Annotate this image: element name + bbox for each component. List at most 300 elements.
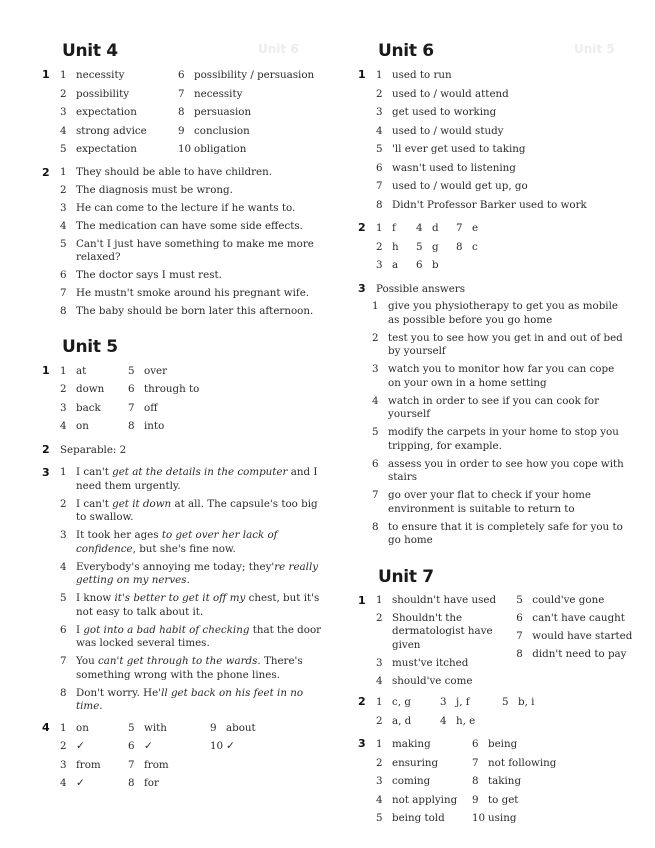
item-text: possibility [76, 87, 130, 100]
phrasal-verb-phrase: 're really getting on my nerves [76, 560, 319, 586]
item-text: c, g [392, 696, 411, 708]
answer-item [60, 756, 128, 775]
item-number: 7 [376, 180, 383, 192]
item-text: over [144, 364, 168, 377]
item-number: 8 [376, 198, 383, 211]
answer-item [60, 466, 322, 493]
item-number: 4 [60, 560, 67, 573]
item-number: 9 [210, 721, 217, 734]
item-number: 10 [472, 812, 486, 824]
item-number: 6 [472, 738, 479, 750]
item-number: 2 [376, 240, 383, 253]
exercise-number: 1 [42, 68, 50, 81]
exercise-2 [42, 164, 338, 319]
item-text: ✓ [144, 740, 153, 752]
item-number: 5 [376, 143, 383, 155]
item-number: 2 [60, 497, 67, 510]
right-column [358, 40, 636, 833]
answer-item [376, 712, 440, 731]
item-number: 5 [516, 593, 523, 606]
item-text: conclusion [194, 124, 250, 137]
item-text [76, 624, 322, 651]
answer-item [60, 362, 128, 381]
unit-4 [42, 40, 338, 319]
answer-item [516, 594, 636, 608]
item-number: 7 [128, 758, 135, 771]
answer-item [60, 287, 322, 301]
item-number: 5 [372, 426, 379, 438]
answer-item [376, 809, 472, 828]
phrasal-verb-phrase: it's better to get it off my [114, 592, 246, 604]
item-number: 8 [128, 420, 135, 432]
item-text-part: at all. The capsule's too big to swallow. [76, 497, 318, 523]
item-text-part: . [99, 700, 103, 712]
answer-item [472, 735, 592, 754]
answer-list [60, 464, 322, 714]
item-number: 6 [128, 740, 135, 752]
item-number: 7 [60, 287, 67, 299]
item-number: 10 [178, 143, 192, 155]
item-text: from [76, 758, 101, 771]
item-number: 2 [376, 87, 383, 100]
answer-list [516, 592, 636, 689]
answer-item [516, 612, 636, 626]
exercise-3 [358, 735, 636, 828]
item-text-part: , but she's fine now. [132, 542, 236, 555]
answer-item [60, 380, 128, 399]
item-number: 5 [416, 240, 423, 253]
answer-item [60, 269, 322, 283]
item-number: 2 [60, 740, 67, 752]
item-text: The diagnosis must be wrong. [76, 183, 233, 196]
answer-item [372, 300, 630, 327]
item-text: about [226, 721, 256, 734]
item-text: not applying [392, 793, 458, 806]
answer-item [372, 363, 630, 390]
item-text-part: It took her ages [76, 529, 162, 541]
answer-item [60, 417, 128, 436]
answer-item [128, 719, 210, 738]
answer-item [60, 399, 128, 418]
item-number: 6 [128, 383, 135, 395]
item-text: used to run [392, 69, 452, 81]
item-text-part: I know [76, 592, 115, 604]
item-text: a [392, 259, 399, 271]
item-number: 8 [60, 686, 67, 699]
exercise-number: 3 [358, 737, 366, 750]
item-text-part: and I need them urgently. [76, 466, 318, 492]
item-number: 3 [60, 201, 67, 214]
item-text: Shouldn't the dermatologist have given [392, 611, 493, 651]
item-text: ✓ [226, 740, 235, 752]
item-text: used to / would study [392, 124, 504, 137]
item-text: h, e [456, 714, 476, 727]
answer-list [376, 66, 636, 214]
item-text: persuasion [194, 106, 252, 118]
item-number: 6 [416, 259, 423, 271]
answer-item [60, 498, 322, 525]
exercise-number: 2 [358, 221, 366, 234]
item-text: can't have caught [532, 611, 625, 624]
unit-6 [358, 40, 636, 548]
item-number: 4 [376, 124, 383, 137]
answer-item [178, 103, 328, 122]
answer-item [178, 85, 328, 104]
item-text: 'll ever get used to taking [392, 143, 526, 155]
item-text: e [472, 222, 479, 234]
item-number [210, 756, 226, 775]
answer-item [472, 754, 592, 773]
item-number: 7 [472, 756, 479, 769]
answer-grid [60, 66, 338, 159]
item-text: Can't I just have something to make me more relaxed? [76, 237, 314, 263]
item-text: on [76, 420, 89, 432]
item-text [226, 774, 290, 793]
answer-item [60, 305, 322, 319]
item-text: should've come [392, 674, 473, 687]
phrasal-verb-phrase: get it down [112, 497, 172, 510]
phrasal-verb-phrase: 'll get back on his feet in no time [76, 686, 304, 712]
unit-title: Unit 7 [378, 566, 434, 587]
answer-item [416, 238, 456, 257]
item-text: being [488, 738, 518, 750]
answer-item [128, 380, 248, 399]
item-text: to ensure that it is completely safe for you to go home [388, 520, 623, 546]
item-number: 3 [376, 656, 383, 669]
answer-item [376, 85, 636, 104]
item-text-part: I [76, 623, 84, 636]
answer-item [472, 791, 592, 810]
item-number: 3 [376, 259, 383, 271]
item-number: 8 [372, 520, 379, 533]
item-text: through to [144, 383, 200, 395]
item-text: down [76, 383, 105, 395]
answer-list [372, 298, 630, 548]
exercise-1 [42, 362, 338, 436]
item-text: g [432, 240, 439, 253]
answer-item [440, 693, 502, 712]
item-number: 3 [372, 363, 379, 375]
item-text: would have started [532, 629, 633, 642]
item-number [456, 256, 472, 275]
answer-list [60, 164, 322, 319]
item-number: 1 [376, 69, 383, 81]
exercise-3 [42, 464, 338, 714]
show-through-heading: Unit 5 [574, 42, 615, 56]
answer-item [60, 238, 322, 265]
item-number: 7 [60, 655, 67, 667]
answer-item [376, 594, 516, 608]
item-text: possibility / persuasion [194, 69, 315, 81]
answer-item [372, 521, 630, 548]
item-number: 8 [456, 240, 463, 253]
item-text: used to / would attend [392, 87, 509, 100]
answer-item [472, 772, 592, 791]
item-text: go over your flat to check if your home environment is suitable to return to [388, 489, 591, 515]
item-text: into [144, 420, 165, 432]
answer-item [178, 140, 328, 159]
item-number: 5 [128, 364, 135, 377]
item-number: 4 [376, 674, 383, 687]
answer-list [376, 592, 516, 689]
item-number: 8 [178, 106, 185, 118]
answer-item [60, 122, 178, 141]
answer-item [376, 103, 636, 122]
answer-grid [376, 219, 636, 275]
answer-item [60, 103, 178, 122]
answer-item [128, 362, 248, 381]
item-number: 5 [128, 721, 135, 734]
answer-item [416, 219, 456, 238]
item-number: 4 [440, 714, 447, 727]
answer-item [502, 712, 562, 731]
item-number: 4 [416, 222, 423, 234]
item-number: 7 [516, 629, 523, 642]
answer-item [60, 140, 178, 159]
answer-item [456, 219, 496, 238]
show-through-heading: Unit 6 [258, 42, 299, 56]
item-text: taking [488, 775, 522, 787]
exercise-number: 1 [358, 68, 366, 81]
item-number: 2 [376, 611, 383, 624]
item-number [502, 712, 518, 731]
item-text: modify the carpets in your home to stop you tripping, for example. [388, 426, 619, 452]
item-text [76, 687, 322, 714]
item-number: 9 [178, 124, 185, 137]
answer-item [376, 657, 516, 671]
answer-item [60, 184, 322, 198]
exercise-1 [358, 592, 636, 689]
item-text: assess you in order to see how you cope with stairs [388, 457, 624, 483]
answer-item [502, 693, 562, 712]
item-number: 6 [516, 611, 523, 624]
item-text: must've itched [392, 656, 469, 669]
item-text [226, 756, 290, 775]
item-text-part: You [76, 655, 99, 667]
item-number: 1 [60, 69, 67, 81]
answer-item [376, 772, 472, 791]
item-text: c [472, 240, 478, 253]
item-number [210, 774, 226, 793]
answer-item [376, 256, 416, 275]
item-number: 3 [376, 106, 383, 118]
answer-item [372, 458, 630, 485]
answer-item [472, 809, 592, 828]
item-text: watch you to monitor how far you can cope on your own in a home setting [388, 363, 615, 389]
unit-5 [42, 336, 338, 793]
phrasal-verb-phrase: to get over her lack of confidence [76, 529, 278, 555]
answer-item [376, 791, 472, 810]
exercise-number: 1 [42, 363, 50, 377]
exercise-number: 3 [42, 466, 50, 479]
item-number: 3 [376, 775, 383, 787]
answer-columns [376, 592, 636, 689]
answer-item [440, 712, 502, 731]
answer-item [128, 774, 210, 793]
item-text: expectation [76, 106, 137, 118]
item-text: obligation [194, 143, 247, 155]
answer-grid [60, 362, 338, 436]
answer-item [376, 754, 472, 773]
item-number: 5 [60, 592, 67, 604]
item-text: could've gone [532, 593, 605, 606]
item-number: 6 [376, 161, 383, 174]
item-text: with [144, 721, 167, 734]
answer-item [128, 756, 210, 775]
item-number: 2 [372, 331, 379, 344]
item-text: from [144, 758, 169, 771]
answer-item [60, 719, 128, 738]
item-text: The doctor says I must rest. [76, 269, 222, 281]
item-number: 2 [60, 87, 67, 100]
answer-item [210, 774, 290, 793]
item-text: get used to working [392, 106, 497, 118]
item-text: expectation [76, 143, 137, 155]
item-text: not following [488, 756, 557, 769]
item-text-part: Don't worry. He [76, 686, 159, 699]
item-text: ✓ [76, 740, 85, 752]
item-text: f [392, 222, 396, 234]
item-number: 3 [60, 529, 67, 541]
item-text [518, 712, 562, 731]
unit-title: Unit 6 [378, 41, 434, 61]
answer-item [376, 675, 516, 689]
answer-grid [376, 693, 636, 730]
item-text [76, 498, 322, 525]
answer-item [128, 399, 248, 418]
item-number: 8 [128, 777, 135, 789]
item-number: 2 [376, 756, 383, 769]
item-text: give you physiotherapy to get you as mobile as possible before you go home [388, 300, 618, 326]
answer-item [128, 737, 210, 756]
item-number: 1 [60, 466, 67, 478]
item-number: 3 [60, 401, 67, 414]
item-text: The medication can have some side effects. [76, 219, 303, 232]
item-text-part: I can't [76, 466, 113, 478]
answer-item [60, 624, 322, 651]
item-text: on [76, 721, 89, 734]
item-text: b, i [518, 696, 535, 708]
answer-item [128, 417, 248, 436]
item-number: 8 [60, 305, 67, 317]
answer-grid [60, 719, 338, 793]
item-text: being told [392, 812, 445, 824]
item-number: 1 [60, 721, 67, 734]
item-number: 5 [376, 812, 383, 824]
answer-item [60, 202, 322, 216]
phrasal-verb-phrase: got into a bad habit of checking [83, 623, 250, 636]
item-text: used to / would get up, go [392, 180, 528, 192]
item-text-part: chest, but it's not easy to talk about it. [76, 592, 320, 618]
answer-item [210, 737, 290, 756]
exercise-number: 4 [42, 720, 50, 734]
item-text [76, 529, 322, 556]
item-number: 1 [376, 593, 383, 606]
item-number: 6 [372, 457, 379, 470]
item-number: 7 [456, 222, 463, 234]
answer-item [516, 648, 636, 662]
item-number: 1 [376, 696, 383, 708]
answer-item [178, 122, 328, 141]
item-text-part: . There's something wrong with the phone lines. [76, 655, 303, 681]
item-number: 5 [60, 143, 67, 155]
item-text: He mustn't smoke around his pregnant wife. [76, 287, 310, 299]
answer-item [376, 140, 636, 159]
answer-item [376, 122, 636, 141]
item-number: 10 [210, 740, 224, 752]
exercise-intro: Possible answers [376, 282, 465, 295]
item-number: 1 [376, 222, 383, 234]
exercise-2 [358, 219, 636, 275]
item-text-part: . [186, 574, 190, 586]
item-number: 1 [60, 165, 67, 178]
item-text: h [392, 240, 399, 253]
item-text: to get [488, 793, 519, 806]
answer-item [60, 85, 178, 104]
exercise-number: 2 [42, 442, 50, 456]
item-text [76, 466, 322, 493]
item-text: ensuring [392, 756, 439, 769]
answer-item [376, 612, 516, 653]
item-text: ✓ [76, 777, 85, 789]
answer-item [376, 219, 416, 238]
exercise-2 [358, 693, 636, 730]
answer-item [416, 256, 456, 275]
answer-item [376, 238, 416, 257]
item-number: 5 [60, 237, 67, 250]
answer-item [456, 256, 496, 275]
answer-item [60, 687, 322, 714]
item-text [472, 256, 496, 275]
item-number: 4 [60, 420, 67, 432]
answer-item [376, 177, 636, 196]
item-text: back [76, 401, 101, 414]
answer-item [376, 735, 472, 754]
item-number: 7 [372, 489, 379, 501]
item-text [76, 592, 322, 619]
item-text: a, d [392, 714, 412, 727]
item-number: 7 [128, 401, 135, 414]
left-column [42, 40, 338, 798]
exercise-number: 3 [358, 281, 366, 295]
answer-item [60, 592, 322, 619]
answer-item [60, 66, 178, 85]
item-text: coming [392, 775, 431, 787]
item-text: necessity [194, 87, 243, 100]
answer-item [60, 529, 322, 556]
answer-item [372, 332, 630, 359]
item-text: didn't need to pay [532, 647, 627, 660]
answer-item [372, 395, 630, 422]
item-number: 6 [178, 69, 185, 81]
item-number: 4 [60, 124, 67, 137]
item-text: at [76, 364, 87, 377]
answer-item [60, 166, 322, 180]
item-number: 6 [60, 269, 67, 281]
item-text: strong advice [76, 124, 147, 137]
item-text: b [432, 259, 439, 271]
item-text: wasn't used to listening [392, 161, 516, 174]
item-text: making [392, 738, 431, 750]
item-text: off [144, 401, 158, 414]
item-text: The baby should be born later this afternoon. [76, 305, 314, 317]
item-text: test you to see how you get in and out of bed by yourself [388, 331, 623, 357]
item-number: 3 [60, 758, 67, 771]
item-number: 4 [60, 777, 67, 789]
phrasal-verb-phrase: get at the details in the computer [112, 466, 288, 478]
exercise-number: 2 [358, 695, 366, 708]
item-text: They should be able to have children. [76, 165, 272, 178]
